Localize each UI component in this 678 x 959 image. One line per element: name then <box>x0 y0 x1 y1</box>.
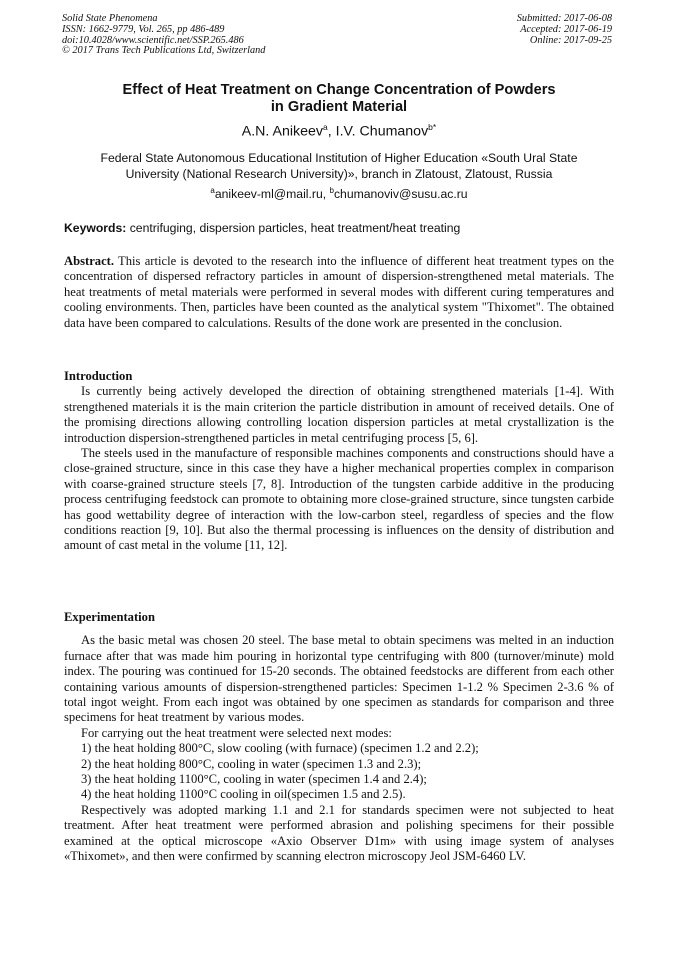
affiliation <box>64 150 614 182</box>
introduction-paragraph-2: The steels used in the manufacture of responsible machines components and constructions should have a close-grained structure, since in this case they have a higher mechanical properties complex in comparison with coarse-grained structure steels [7, 8]. Introduction of the tungsten carbide additive in the producing process centrifuging feedstock can promote to obtaining more close-grained structure, since tungsten carbide has good wettability degree of interaction with the low-carbon steel, regardless of species and the flow conditions reaction [9, 10]. But also the thermal processing is influences on the density of distribution and amount of cast metal in the volume [11, 12]. <box>64 446 614 553</box>
copyright-line: © 2017 Trans Tech Publications Ltd, Switzerland <box>62 45 266 57</box>
title-line-1: Effect of Heat Treatment on Change Concentration of Powders <box>122 82 556 98</box>
affiliation-line-1: Federal State Autonomous Educational Institution of Higher Education «South Ural State <box>100 151 578 165</box>
heat-mode-2: 2) the heat holding 800°C, cooling in water (specimen 1.3 and 2.3); <box>81 756 422 771</box>
keywords-label: Keywords: <box>64 221 127 235</box>
author-1: A.N. Anikeev <box>241 123 323 140</box>
journal-info <box>62 14 265 57</box>
journal-name: Solid State Phenomena <box>62 13 158 24</box>
email-b: chumanoviv@susu.ac.ru <box>333 187 468 202</box>
heat-mode-4: 4) the heat holding 1100°C cooling in oil(specimen 1.5 and 2.5). <box>81 787 406 802</box>
abstract <box>64 254 614 331</box>
heat-mode-3: 3) the heat holding 1100°C, cooling in water (specimen 1.4 and 2.4); <box>81 772 427 787</box>
heat-mode-1: 1) the heat holding 800°C, slow cooling (with furnace) (specimen 1.2 and 2.2); <box>81 741 479 756</box>
author-emails <box>0 186 678 201</box>
email-a: anikeev-ml@mail.ru, <box>214 187 330 202</box>
experimentation-paragraph-3: Respectively was adopted marking 1.1 and 2.1 for standards specimen were not subjected to heat treatment. After heat treatment were performed abrasion and polishing specimens for their possible examined at the optical microscope «Axio Observer D1m» with using image system of analyses «Thixomet», and then were confirmed by scanning electron microscopy Jeol JSM-6460 LV. <box>64 802 614 864</box>
author-separator: , <box>327 123 336 140</box>
introduction-section <box>64 369 614 554</box>
keywords-text: centrifuging, dispersion particles, heat treatment/heat treating <box>126 221 461 235</box>
experimentation-paragraph-2: For carrying out the heat treatment were selected next modes: <box>81 725 392 740</box>
experimentation-paragraph-1: As the basic metal was chosen 20 steel. The base metal to obtain specimens was melted in an induction furnace after that was made him pouring in horizontal type centrifuging with 800 (turnover/minute) mold index. The pouring was continued for 15-20 seconds. The obtained feedstocks are different from each other containing various amounts of dispersion-strengthened particles: Specimen 1-1.2 % Specimen 2-3.6 % of total ingot weight. From each ingot was obtained by one specimen as standards for comparison and three specimens for heat treatment by various modes. <box>64 633 614 725</box>
abstract-text: This article is devoted to the research into the influence of different heat treatment types on the concentration of dispersed refractory particles in amount of dispersion-strengthened metal materials. The heat treatments of metal materials were performed in several modes with different curing temperatures and cooling environments. Then, particles have been counted as the analytical system "Thixomet". The obtained data have been compared to calculations. Results of the done work are presented in the conclusion. <box>64 254 614 330</box>
experimentation-section <box>64 610 614 865</box>
author-2: I.V. Chumanov <box>335 123 429 140</box>
paper-title <box>60 82 618 116</box>
authors <box>0 122 678 140</box>
abstract-label: Abstract. <box>64 254 115 268</box>
author-2-affil-mark: b* <box>428 122 437 132</box>
author-1-affil-mark: a <box>323 122 328 132</box>
introduction-heading: Introduction <box>64 369 133 383</box>
online-date: Online: 2017-09-25 <box>529 34 612 46</box>
email-a-mark: a <box>210 186 215 195</box>
submitted-date: Submitted: 2017-06-08 <box>516 13 612 24</box>
doi-line: doi:10.4028/www.scientific.net/SSP.265.486 <box>62 34 244 46</box>
experimentation-heading: Experimentation <box>64 610 155 624</box>
issn-line: ISSN: 1662-9779, Vol. 265, pp 486-489 <box>62 23 225 35</box>
keywords <box>64 221 614 235</box>
accepted-date: Accepted: 2017-06-19 <box>520 23 612 35</box>
introduction-paragraph-1: Is currently being actively developed the direction of obtaining strengthened materials [1-4]. With strengthened materials it is the main criterion the particle distribution in amount of received details. One of the promising directions allowing controlling location dispersion particles at metal crystallization is the introduction dispersion-strengthened particles in metal centrifuging process [5, 6]. <box>64 384 614 445</box>
submission-dates <box>517 14 612 46</box>
email-b-mark: b <box>329 186 334 195</box>
title-line-2: in Gradient Material <box>270 99 408 115</box>
affiliation-line-2: University (National Research University)», branch in Zlatoust, Zlatoust, Russia <box>125 167 553 181</box>
